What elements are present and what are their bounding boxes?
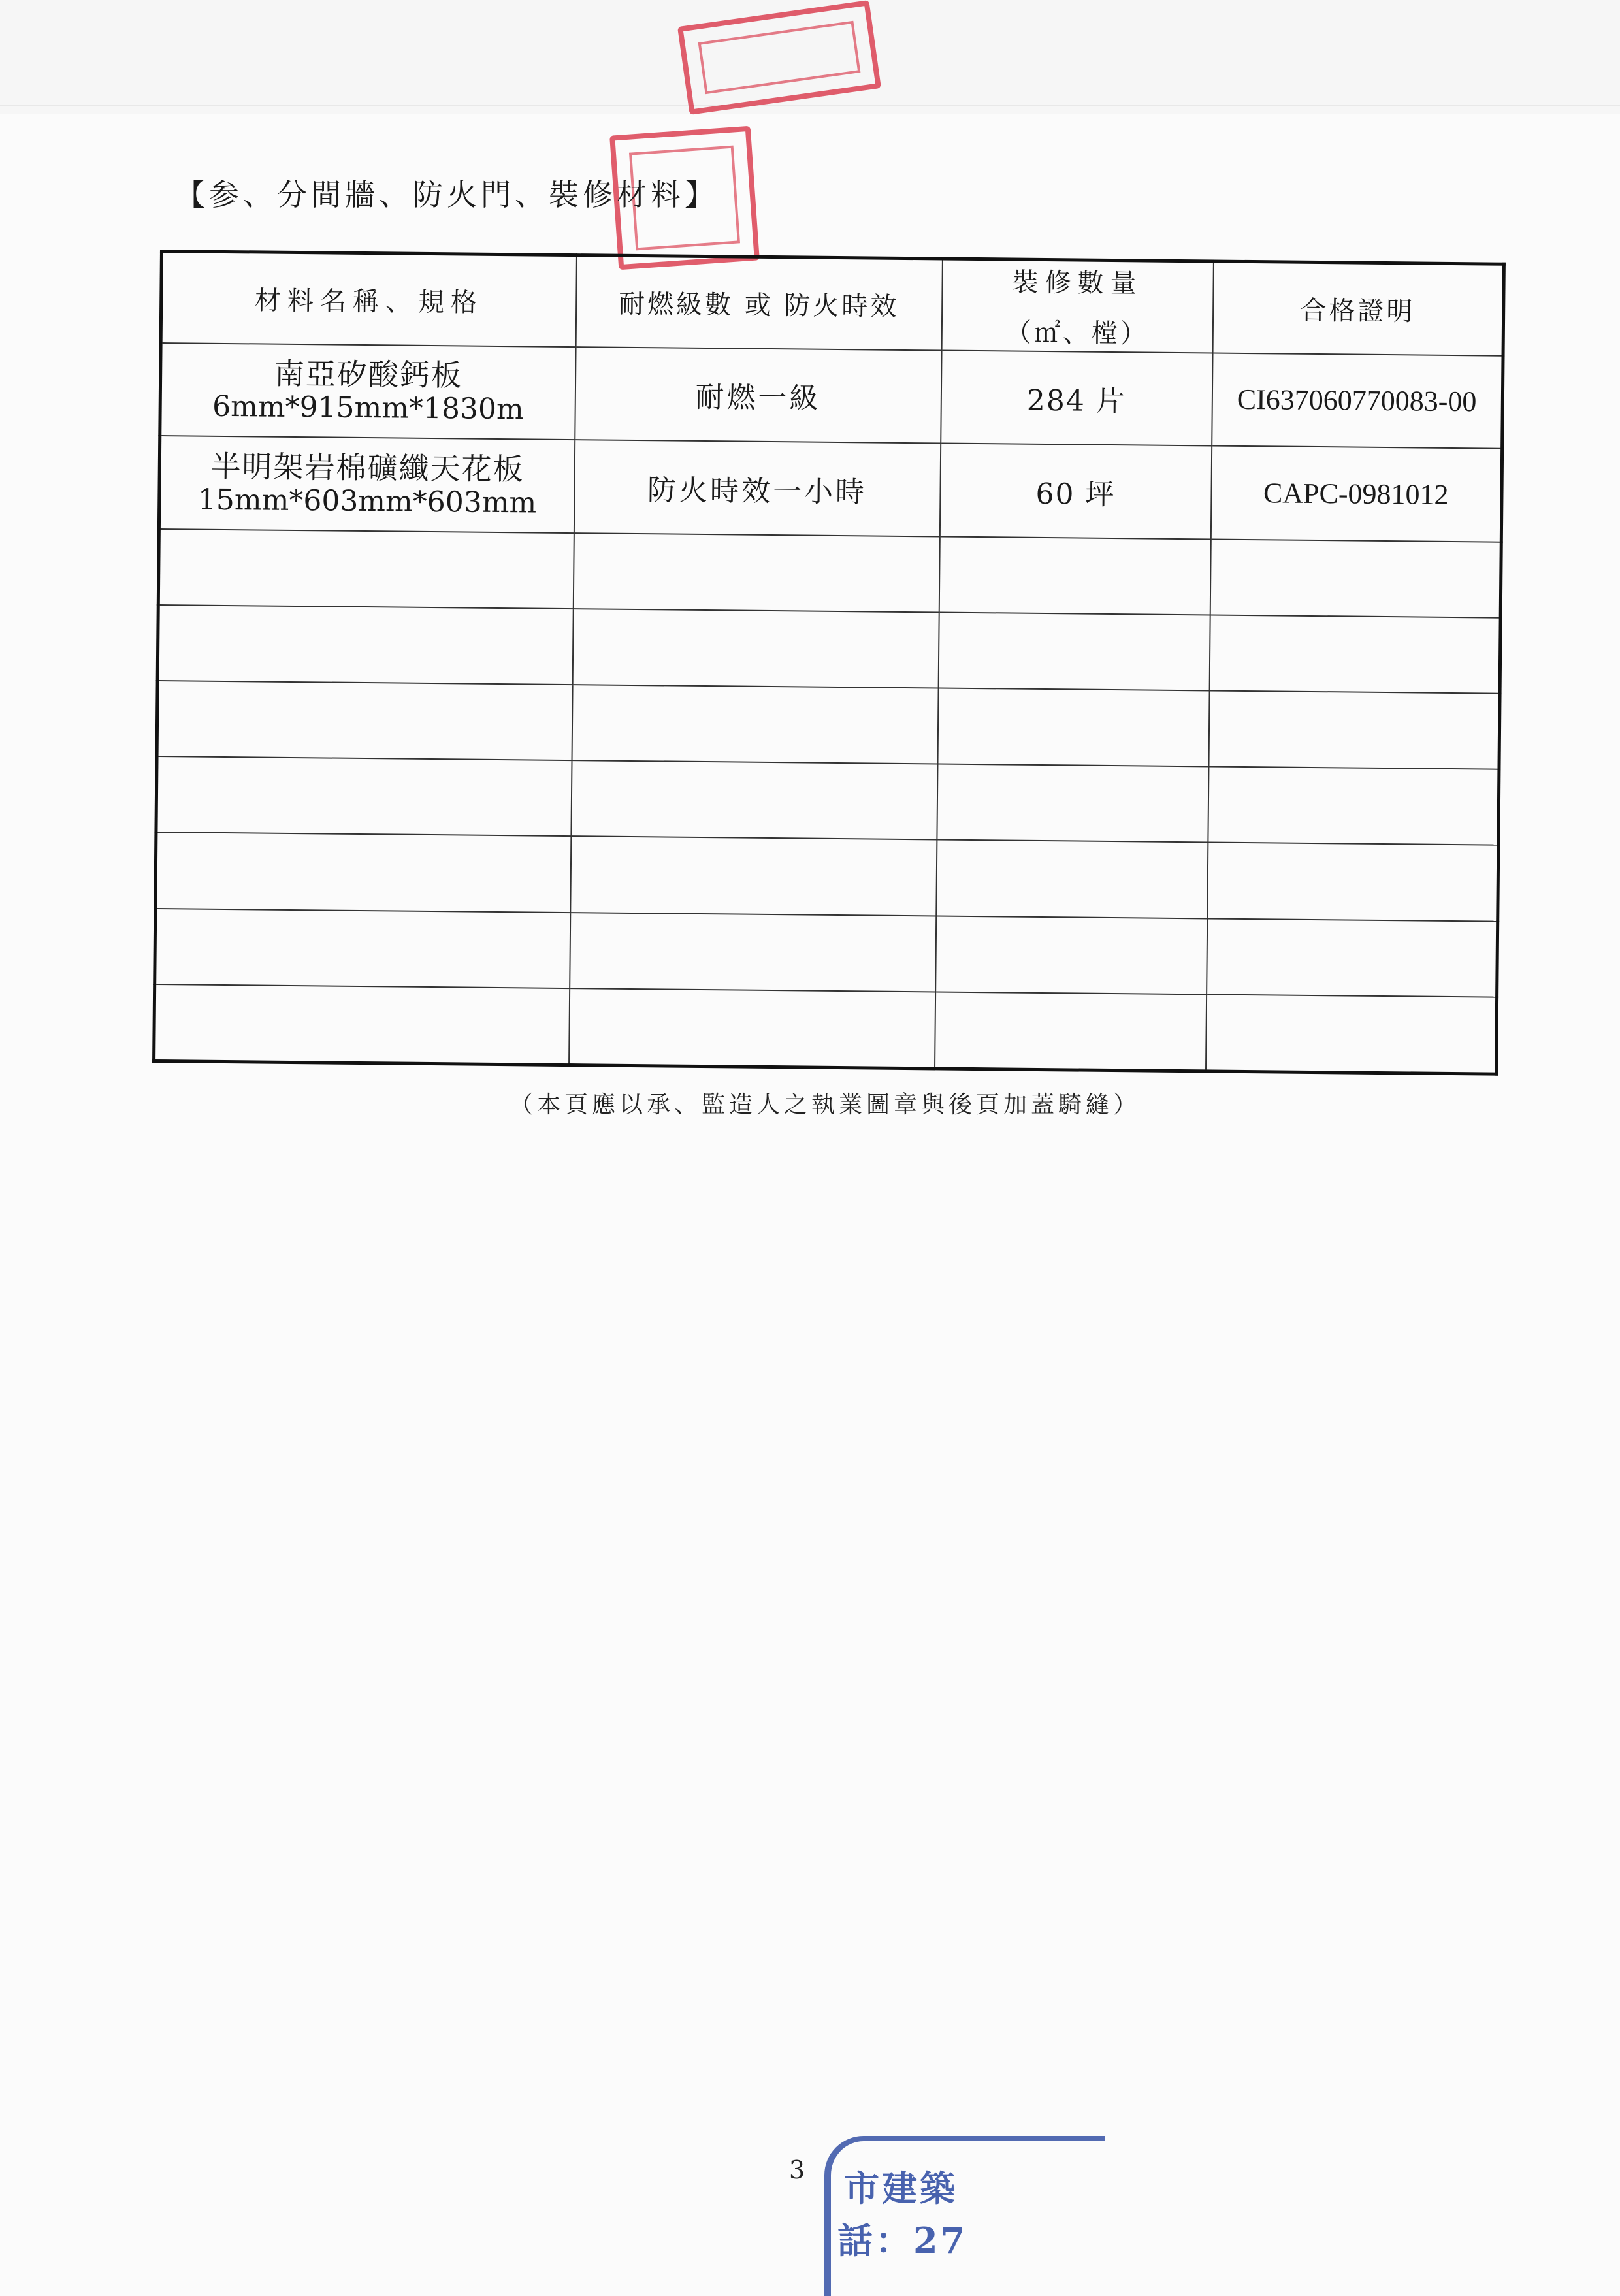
rating-cell: 耐燃一級 xyxy=(575,347,941,444)
material-name: 南亞矽酸鈣板 xyxy=(274,355,463,393)
quantity-cell: 284 片 xyxy=(941,350,1212,446)
material-name: 半明架岩棉礦纖天花板 xyxy=(210,448,525,487)
footnote: （本頁應以承、監造人之執業圖章與後頁加蓋騎縫） xyxy=(510,1091,1141,1118)
page-fold-line xyxy=(0,105,1620,106)
certificate-cell: CAPC-0981012 xyxy=(1210,446,1502,542)
material-name-cell xyxy=(159,436,574,533)
table-row-empty xyxy=(155,909,1498,997)
table-row-empty xyxy=(157,605,1500,694)
blue-stamp-lettering-bottom: 話：27 xyxy=(837,2220,968,2261)
header-quantity-label: 裝修數量 xyxy=(1012,267,1143,299)
blue-stamp-lettering-top: 市建築 xyxy=(844,2167,958,2209)
table-row-empty xyxy=(156,756,1499,845)
material-size: 15mm*603mm*603mm xyxy=(197,483,537,520)
table-row-empty xyxy=(154,984,1497,1075)
header-rating: 耐燃級數 或 防火時效 xyxy=(575,255,942,350)
certificate-cell: CI637060770083-00 xyxy=(1212,353,1503,449)
material-name-cell xyxy=(160,343,575,440)
header-certificate: 合格證明 xyxy=(1212,261,1504,355)
table-row xyxy=(159,436,1502,542)
header-quantity-unit: （㎡、樘） xyxy=(1005,317,1150,349)
materials-table-wrapper xyxy=(152,250,1502,1076)
header-material: 材料名稱、規格 xyxy=(161,251,576,347)
table-row-empty xyxy=(155,832,1498,921)
material-size: 6mm*915mm*1830m xyxy=(212,389,524,427)
table-row-empty xyxy=(158,529,1501,618)
quantity-cell: 60 坪 xyxy=(939,444,1211,540)
materials-table xyxy=(152,250,1506,1076)
section-title: 【参、分間牆、防火門、裝修材料】 xyxy=(175,177,719,212)
table-row-empty xyxy=(157,681,1500,769)
blue-office-stamp xyxy=(824,2136,1105,2296)
table-header-row xyxy=(161,251,1504,356)
page-number: 3 xyxy=(789,2156,805,2184)
header-quantity xyxy=(941,259,1213,353)
table-row xyxy=(160,343,1503,449)
rating-cell: 防火時效一小時 xyxy=(574,440,940,536)
